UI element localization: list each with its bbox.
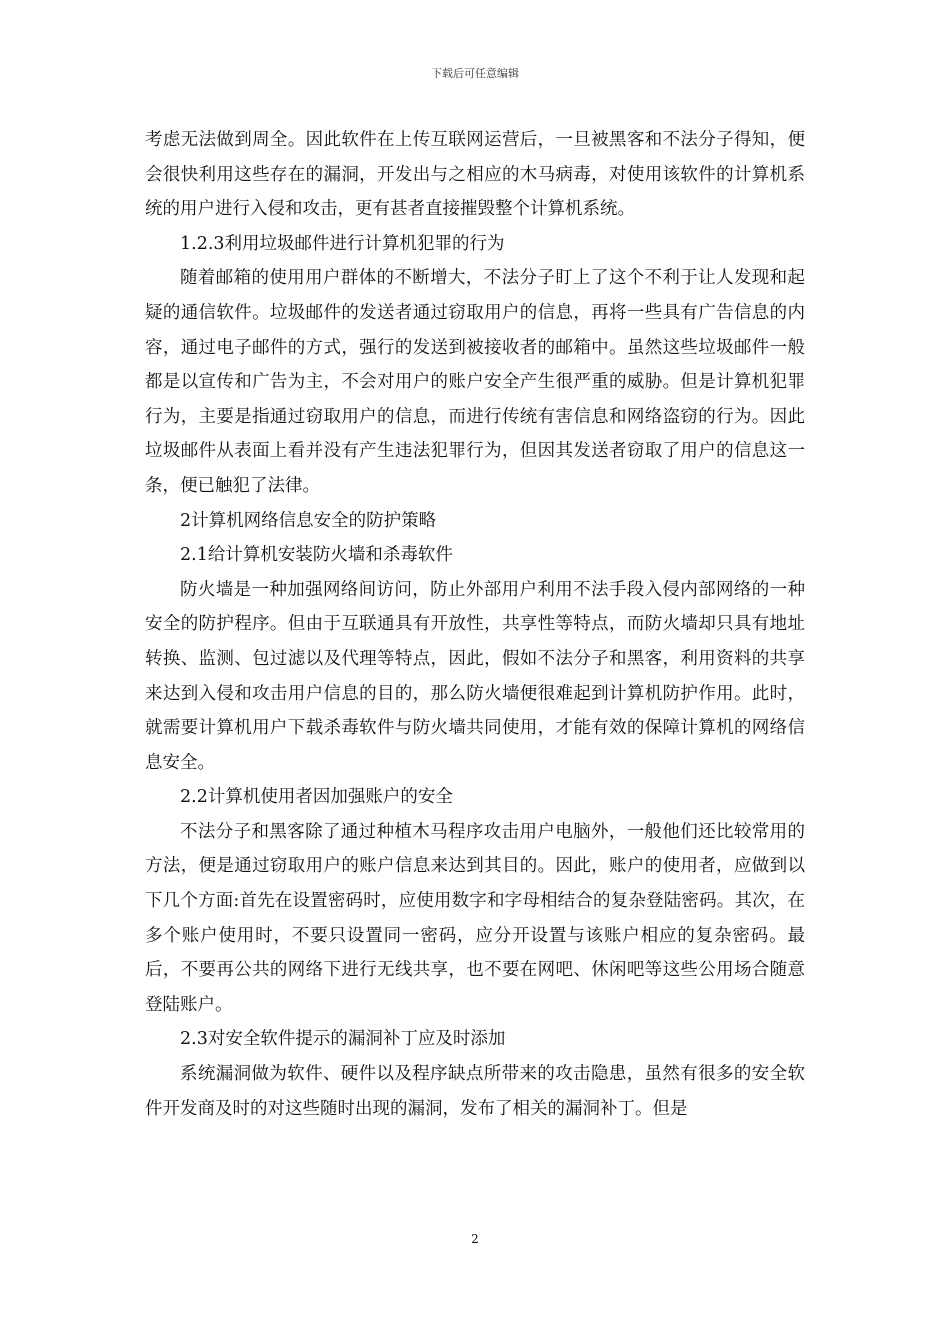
section-heading: 1.2.3利用垃圾邮件进行计算机犯罪的行为 — [180, 233, 505, 254]
section-heading: 2.1给计算机安装防火墙和杀毒软件 — [180, 545, 453, 566]
body-paragraph: 防火墙是一种加强网络间访问，防止外部用户利用不法手段入侵内部网络的一种安全的防护程序。但由于互联通具有开放性，共享性等特点，而防火墙却只具有地址转换、监测、包过滤以及代理等特点，因此，假如不法分子和黑客，利用资料的共享来达到入侵和攻击用户信息的目的，那么防火墙便很难起到计算机防护作用。此时，就需要计算机用户下载杀毒软件与防火墙共同使用，才能有效的保障计算机的网络信息安全。 — [145, 579, 805, 773]
section-heading: 2.3对安全软件提示的漏洞补丁应及时添加 — [180, 1029, 506, 1050]
page-number: 2 — [471, 1232, 479, 1246]
section-heading: 2.2计算机使用者因加强账户的安全 — [180, 787, 453, 808]
document-body — [145, 123, 805, 1126]
body-paragraph: 随着邮箱的使用用户群体的不断增大，不法分子盯上了这个不利于让人发现和起疑的通信软件。垃圾邮件的发送者通过窃取用户的信息，再将一些具有广告信息的内容，通过电子邮件的方式，强行的发送到被接收者的邮箱中。虽然这些垃圾邮件一般都是以宣传和广告为主，不会对用户的账户安全产生很严重的威胁。但是计算机犯罪行为，主要是指通过窃取用户的信息，而进行传统有害信息和网络盗窃的行为。因此垃圾邮件从表面上看并没有产生违法犯罪行为，但因其发送者窃取了用户的信息这一条，便已触犯了法律。 — [145, 268, 805, 496]
body-paragraph: 考虑无法做到周全。因此软件在上传互联网运营后，一旦被黑客和不法分子得知，便会很快利用这些存在的漏洞，开发出与之相应的木马病毒，对使用该软件的计算机系统的用户进行入侵和攻击，更有甚者直接摧毁整个计算机系统。 — [145, 130, 805, 220]
body-paragraph: 系统漏洞做为软件、硬件以及程序缺点所带来的攻击隐患，虽然有很多的安全软件开发商及时的对这些随时出现的漏洞，发布了相关的漏洞补丁。但是 — [145, 1064, 805, 1119]
section-heading: 2计算机网络信息安全的防护策略 — [180, 510, 437, 531]
body-paragraph: 不法分子和黑客除了通过种植木马程序攻击用户电脑外，一般他们还比较常用的方法，便是通过窃取用户的账户信息来达到其目的。因此，账户的使用者，应做到以下几个方面:首先在设置密码时，应使用数字和字母相结合的复杂登陆密码。其次，在多个账户使用时，不要只设置同一密码，应分开设置与该账户相应的复杂密码。最后，不要再公共的网络下进行无线共享，也不要在网吧、休闲吧等这些公用场合随意登陆账户。 — [145, 821, 805, 1015]
page-header: 下载后可任意编辑 — [431, 67, 519, 80]
